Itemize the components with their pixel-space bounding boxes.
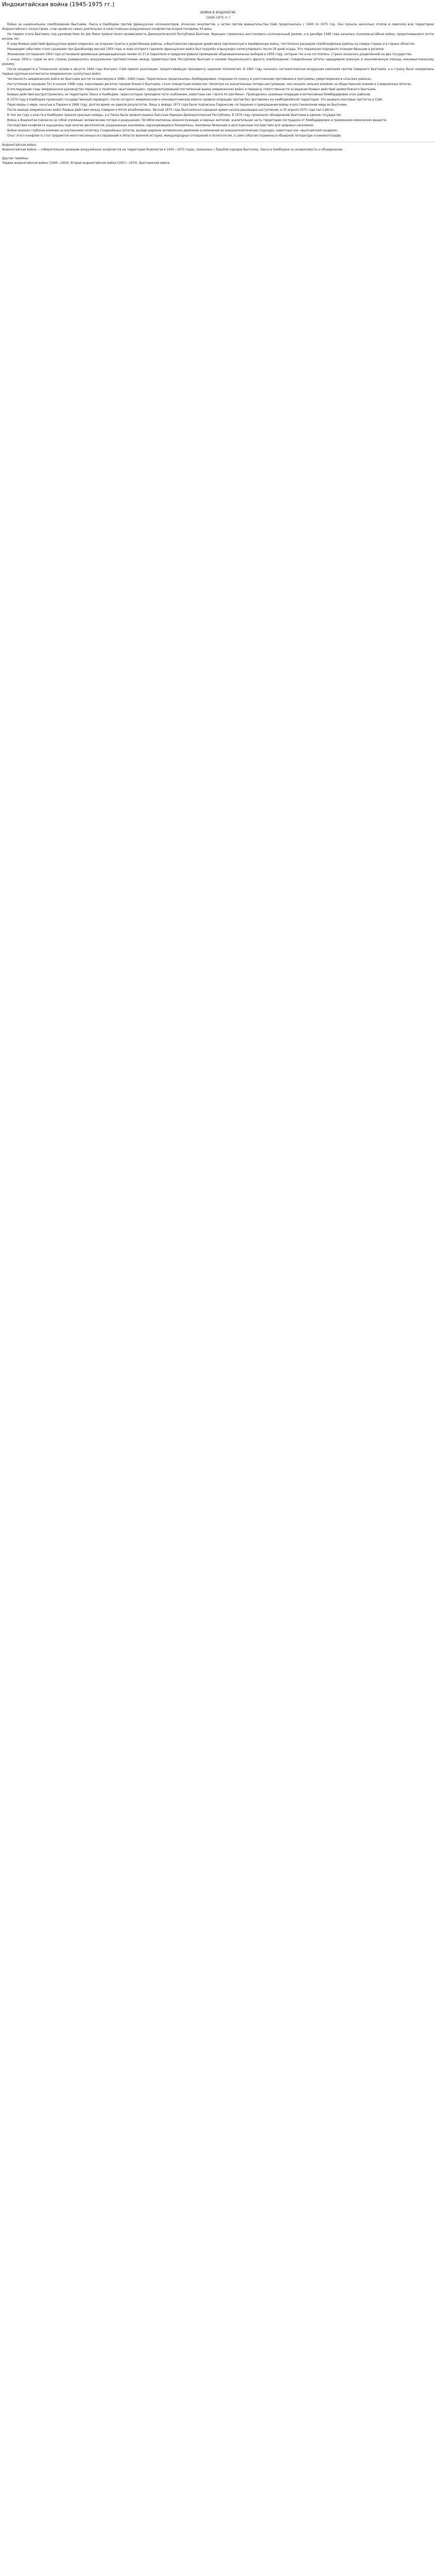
footer-meta [2, 143, 434, 166]
paragraph: В последующие годы американское руководство перешло к политике «вьетнамизации», предусматривавшей постепенный вывод американских войск и передачу ответственности за ведение боевых действий армии Южного Вьетнама. [7, 88, 377, 91]
document-page [0, 1, 436, 2576]
paragraph: В ходе боевых действий французская армия опиралась на опорные пункты и укреплённые районы, а Вьетнамская народная армия вела партизанскую и манёвренную войну, постепенно расширяя освобождённые районы на севере страны и в горных областях. [7, 43, 415, 46]
paragraph: В 1970 году в Камбодже произошёл государственный переворот, после которого американские и южновьетнамские войска провели операцию против баз противника на камбоджийской территории. Это вызвало массовые протесты в США. [7, 98, 383, 101]
paragraph: Война в Индокитае повлекла за собой огромные человеческие потери и разрушения. Погибли миллионы военнослужащих и мирных жителей, значительная часть территории пострадала от бомбардировок и применения химических веществ. [7, 119, 387, 122]
article-body [2, 23, 434, 139]
page-title: Индокитайская война (1945-1975 гг.) [2, 1, 115, 8]
paragraph: С конца 1950-х годов на юге страны развернулось вооружённое противостояние между правительством Республики Вьетнам и силами Национального фронта освобождения. Соединённые Штаты наращивали военную и экономическую помощь южновьетнамскому режиму. [2, 58, 434, 66]
paragraph: Опыт этого конфликта стал предметом многочисленных исследований в области военной истории, международных отношений и политологии, а сами события отражены в обширной литературе и кинематографе. [7, 134, 342, 138]
meta-text: Индокитайская война — собирательное название вооружённых конфликтов на территории Индокитая в 1945—1975 годах, связанных с борьбой народов Вьетнама, Лаоса и Камбоджи за независимость и объединение. [2, 148, 343, 151]
paragraph: Война оказала глубокое влияние на внутреннюю политику Соединённых Штатов, вызвав широкое антивоенное движение и изменения во внешнеполитических подходах, известные как «вьетнамский синдром». [7, 129, 339, 132]
meta-text: Первая индокитайская война (1946—1954), Вторая индокитайская война (1957—1975), Вьетнамская война. [2, 162, 170, 165]
paragraph: Женевские соглашения 1954 года установили временную демаркационную линию по 17-й параллели и предусматривали проведение общенациональных выборов в 1956 году, которые так и не состоялись. Страна оказалась разделённой на два государства. [7, 53, 412, 56]
paragraph: На первом этапе Вьетминь под руководством Хо Ши Мина провозгласил независимость Демократической Республики Вьетнам. Франция стремилась восстановить колониальный режим, и в декабре 1946 года началась полномасштабная война, продолжавшаяся почти восемь лет. [2, 33, 434, 41]
paragraph: Боевые действия распространились на территорию Лаоса и Камбоджи, через которые проходили пути снабжения, известные как «тропа Хо Ши Мина». Проводились наземные операции и интенсивные бомбардировки этих районов. [7, 93, 371, 96]
paragraph: Переговоры о мире, начатые в Париже в 1968 году, долгое время не давали результатов. Лишь в январе 1973 года были подписаны Парижские соглашения о прекращении войны и восстановлении мира во Вьетнаме. [7, 104, 347, 107]
paragraph: После инцидента в Тонкинском заливе в августе 1964 года Конгресс США принял резолюцию, предоставившую президенту широкие полномочия. В 1965 году началась систематическая воздушная кампания против Северного Вьетнама, а в страну были направлены первые крупные контингенты американских сухопутных войск. [2, 68, 434, 76]
paragraph: Война за национальное освобождение Вьетнама, Лаоса и Камбоджи против французских колонизаторов, японских оккупантов, а затем против вмешательства США продолжалась с 1945 по 1975 год. Она прошла несколько этапов и охватила всю территорию Индокитайского полуострова, став одним из самых длительных и ожесточённых вооружённых конфликтов второй половины XX века. [2, 23, 434, 31]
meta-label: Другие термины: [2, 157, 29, 160]
paragraph: После вывода американских войск боевые действия между Севером и Югом возобновились. Весной 1975 года Вьетнамская народная армия начала решающее наступление, и 30 апреля 1975 года пал Сайгон. [7, 109, 335, 112]
paragraph: В том же году к власти в Камбодже пришли красные кхмеры, а в Лаосе была провозглашена Лаосская Народно-Демократическая Республика. В 1976 году произошло объединение Вьетнама в единое государство. [7, 114, 342, 117]
meta-label: Индокитайская война [2, 144, 37, 147]
paragraph: Численность американских войск во Вьетнаме достигла максимума в 1968—1969 годах. Параллельно продолжались бомбардировки, операции по поиску и уничтожению противника и программы умиротворения в сельских районах. [7, 78, 372, 81]
paragraph: Последствия конфликта ощущались ещё многие десятилетия: разрушенная экономика, неразорвавшиеся боеприпасы, миллионы беженцев и долгосрочные последствия для здоровья населения. [7, 124, 314, 127]
paragraph: Решающим событием стало сражение при Дьенбьенфу весной 1954 года, в ходе которого гарнизон французских войск был окружён и вынужден капитулировать после 56 дней осады. Это поражение подорвало позиции Франции в регионе. [7, 48, 385, 51]
paragraph: Наступление в праздник Тет в начале 1968 года, охватившее десятки городов Южного Вьетнама, стало поворотным моментом. Несмотря на значительные потери наступавших, оно оказало сильное влияние на общественное мнение в Соединённых Штатах. [7, 83, 412, 86]
article-years: (1945-1975 гг.) [205, 16, 231, 20]
article-heading: ВОЙНА В ИНДОКИТАЕ [200, 11, 236, 14]
